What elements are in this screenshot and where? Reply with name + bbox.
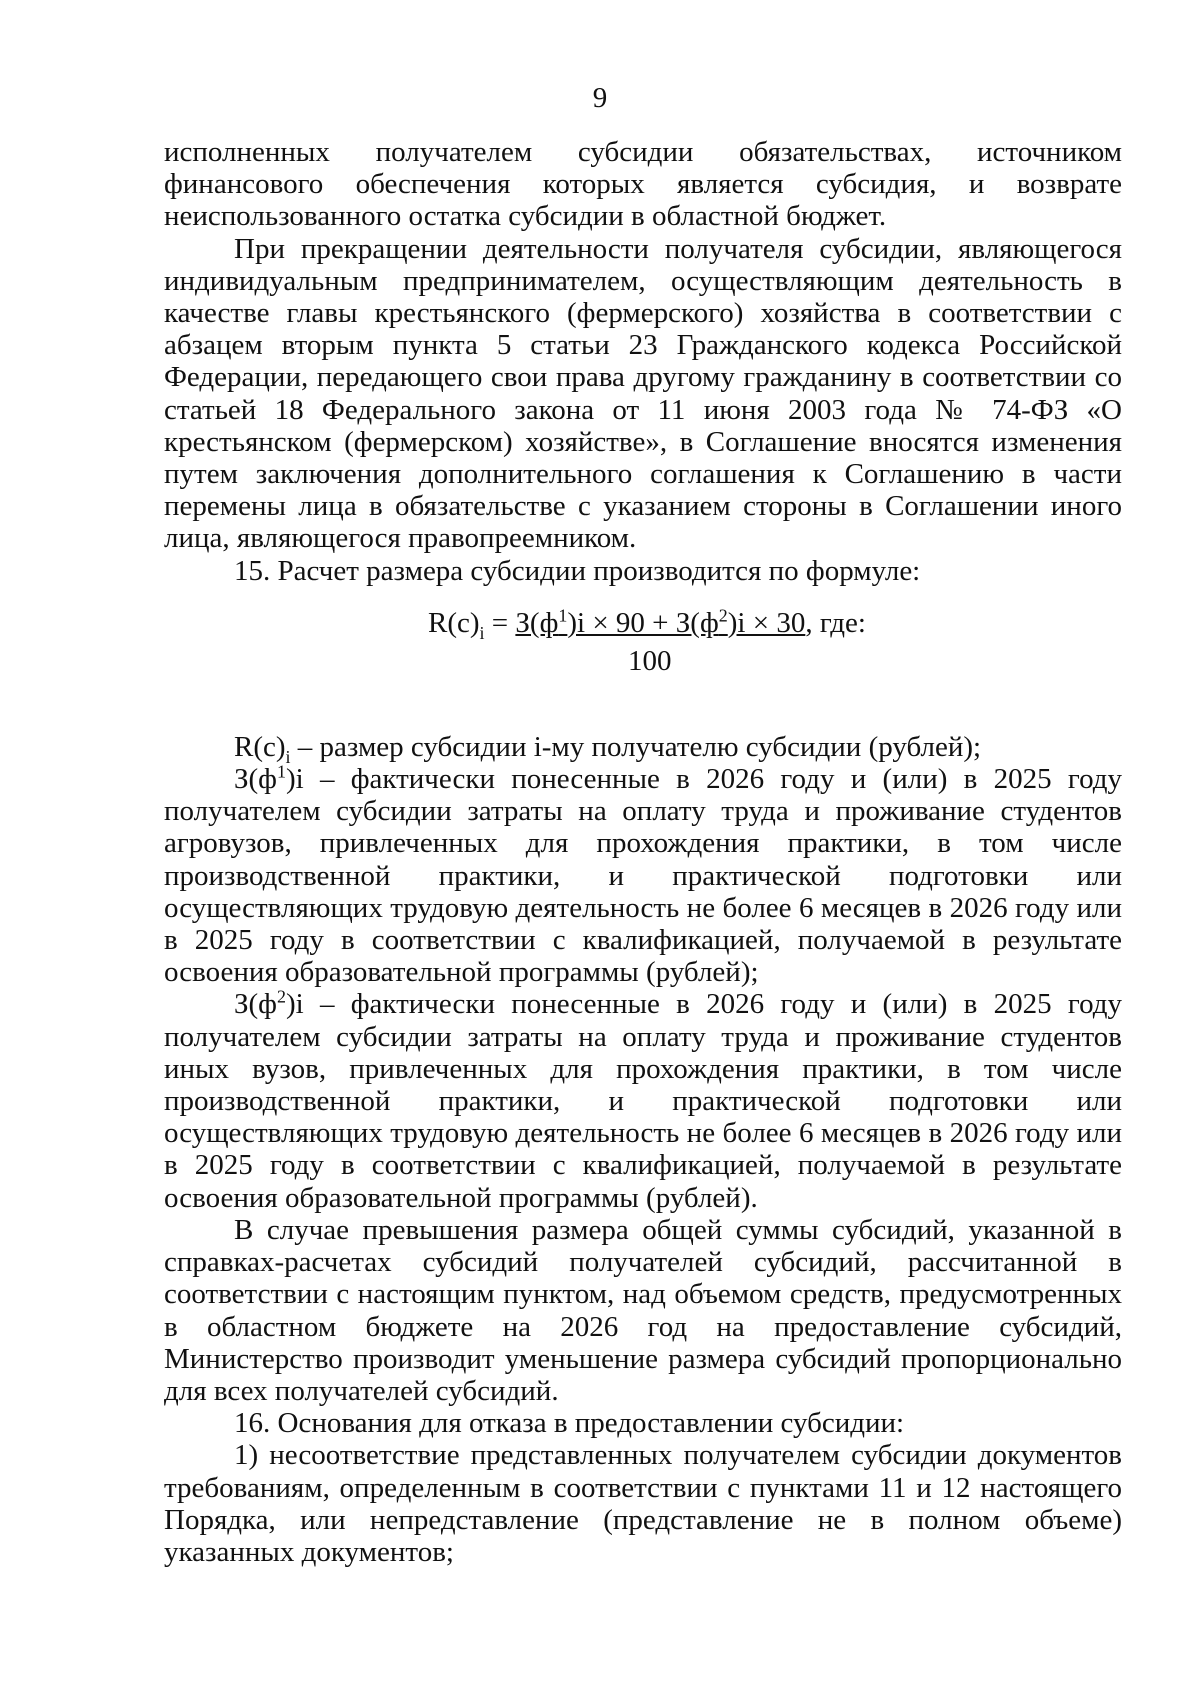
formula-denominator: 100 (628, 644, 672, 677)
paragraph-item-15: 15. Расчет размера субсидии производится по формуле: (234, 554, 921, 587)
paragraph-termination: При прекращении деятельности получателя субсидии, являющегося индивидуальным предпринимателем, осуществляющим деятельность в качестве главы крестьянского (фермерского) хозяйства в соответствии с абзацем вторым пункта 5 статьи 23 Гражданского кодекса Российской Федерации, передающего свои права другому гражданину в соответствии со статьей 18 Федерального закона от 11 июня 2003 года № 74-ФЗ «О крестьянском (фермерском) хозяйстве», в Соглашение вносятся изменения путем заключения дополнительного соглашения к Соглашению в части перемены лица в обязательстве с указанием стороны в Соглашении иного лица, являющегося правопреемником. (164, 232, 1122, 555)
paragraph-excess: В случае превышения размера общей суммы субсидий, указанной в справках-расчетах субсидий получателей субсидий, рассчитанной в соответствии с настоящим пунктом, над объемом средств, предусмотренных в областном бюджете на 2026 год на предоставление субсидий, Министерство производит уменьшение размера субсидий пропорционально для всех получателей субсидий. (164, 1213, 1122, 1407)
formula-tail: , где: (805, 606, 866, 639)
page-number: 9 (592, 82, 608, 114)
formula-numerator: $З(ф^1)i \times 90 + З(ф^2)i \times 30$ (515, 605, 806, 639)
definition-z1: $З(ф^1)i$ – фактически понесенные в 2026 году и (или) в 2025 году получателем субсидии затраты на оплату труда и проживание студентов агровузов, привлеченных для прохождения практики, в том числе производственной практики, и практической подготовки или осуществляющих трудовую деятельность не более 6 месяцев в 2026 году или в 2025 году в соответствии с квалификацией, получаемой в результате освоения образовательной программы (рублей); (164, 761, 1122, 989)
formula-lhs-subscript: i (479, 622, 485, 643)
paragraph-continuation: исполненных получателем субсидии обязательствах, источником финансового обеспечения которых является субсидия, и возврате неиспользованного остатка субсидии в областной бюджет. (164, 136, 1122, 233)
formula-equals: = (484, 606, 516, 639)
document-body (164, 136, 1122, 1568)
paragraph-item-16: 16. Основания для отказа в предоставлении субсидии: (234, 1407, 905, 1440)
definition-r: $R(c)_i$ – размер субсидии i-му получателю субсидии (рублей); (234, 730, 982, 767)
subsidy-formula (164, 587, 1122, 731)
formula-lhs: R(c) (428, 606, 480, 639)
paragraph-item-16-1: 1) несоответствие представленных получателем субсидии документов требованиям, определенным в соответствии с пунктами 11 и 12 настоящего Порядка, или непредставление (представление не в полном объеме) указанных документов; (164, 1439, 1122, 1568)
definition-z2: $З(ф^2)i$ – фактически понесенные в 2026 году и (или) в 2025 году получателем субсидии затраты на оплату труда и проживание студентов иных вузов, привлеченных для прохождения практики, в том числе производственной практики, и практической подготовки или осуществляющих трудовую деятельность не более 6 месяцев в 2026 году или в 2025 году в соответствии с квалификацией, получаемой в результате освоения образовательной программы (рублей). (164, 986, 1122, 1214)
formula-line (428, 605, 866, 643)
